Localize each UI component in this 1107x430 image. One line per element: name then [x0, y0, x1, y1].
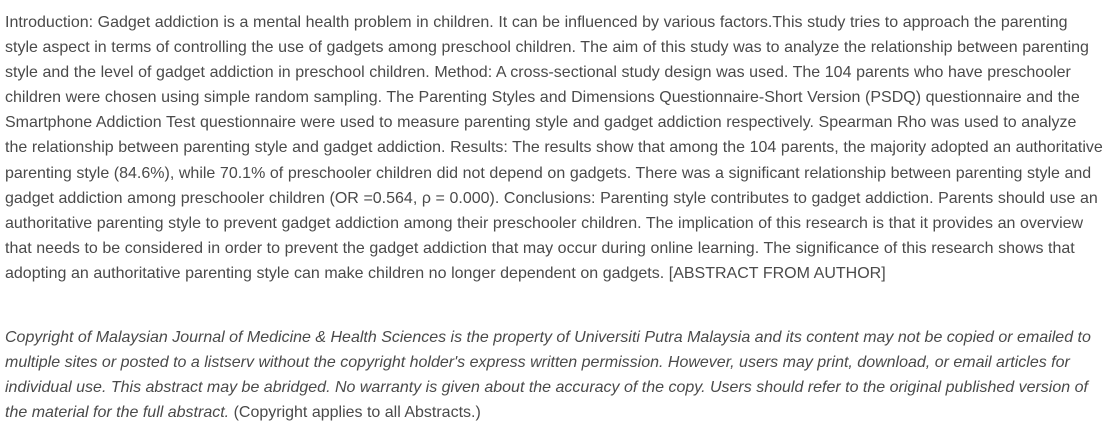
- abstract-container: [5, 10, 1103, 422]
- copyright-note: (Copyright applies to all Abstracts.): [233, 404, 481, 422]
- abstract-text: Introduction: Gadget addiction is a mental health problem in children. It can be influenced by various factors.This study tries to approach the parenting style aspect in terms of controlling the use of gadgets among preschool children. The aim of this study was to analyze the relationship between parenting style and the level of gadget addiction in preschool children. Method: A cross-sectional study design was used. The 104 parents who have preschooler children were chosen using simple random sampling. The Parenting Styles and Dimensions Questionnaire-Short Version (PSDQ) questionnaire and the Smartphone Addiction Test questionnaire were used to measure parenting style and gadget addiction respectively. Spearman Rho was used to analyze the relationship between parenting style and gadget addiction. Results: The results show that among the 104 parents, the majority adopted an authoritative parenting style (84.6%), while 70.1% of preschooler children did not depend on gadgets. There was a significant relationship between parenting style and gadget addiction among preschooler children (OR =0.564, ρ = 0.000). Conclusions: Parenting style contributes to gadget addiction. Parents should use an authoritative parenting style to prevent gadget addiction among their preschooler children. The implication of this research is that it provides an overview that needs to be considered in order to prevent the gadget addiction that may occur during online learning. The significance of this research shows that adopting an authoritative parenting style can make children no longer dependent on gadgets. [ABSTRACT FROM AUTHOR]: [5, 14, 1103, 282]
- copyright-notice: [5, 325, 1103, 425]
- copyright-italic-text: Copyright of Malaysian Journal of Medicine & Health Sciences is the property of Universiti Putra Malaysia and its content may not be copied or emailed to multiple sites or posted to a listserv without the copyright holder's express written permission. However, users may print, download, or email articles for individual use. This abstract may be abridged. No warranty is given about the accuracy of the copy. Users should refer to the original published version of the material for the full abstract.: [5, 329, 1091, 422]
